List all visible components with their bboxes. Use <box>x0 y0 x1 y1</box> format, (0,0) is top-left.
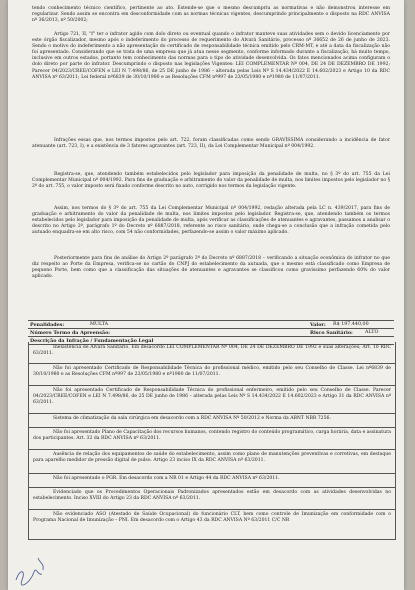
apreensao-row <box>28 329 394 337</box>
descricao-label: Descrição da Infração / Fundamentação Legal <box>30 337 154 344</box>
infraction-text: Não foi apresentado Certificado de Responsabilidade Técnica do profissional enfermeiro, emitido pelo seu Conselho de Classe. Parecer 04/2023/CREE/COFEN e LEI N 7.498/86, de 25 DE junho de 1986 – alterada pelas Leis Nº S 14.434/2022 E 14.602/2023 e Artigo 31 da RDC ANVISA nº 63/2011. <box>33 388 391 405</box>
infraction-box <box>28 487 396 510</box>
paragraph-intro: tendo conhecimento técnico científico, pertinente ao ato. Estende-se que o mesmo descumpriu as normativas e não demonstrou interesse em regularizar. Sendo assim se encontra em desconformidade com as normas técnicas vigentes, descumprindo principalmente o disposto na RDC ANVISA nº 36/2013, nº 50/2002; <box>32 6 390 24</box>
paragraph-article-721: Artigo 721, II, "f" ter o infrator agido com dolo direto ou eventual quando o infrator manteve suas atividades sem o devido licenciamento por este órgão fiscalizador, mesmo após o indeferimento do processo de requerimento do Alvará Sanitário, processo nº 36652 de 26 de junho de 2023. Sendo o motivo do indeferimento a não apresentação do certificado de responsabilidade técnica emitido pelo CRM-MT, e até a data da fiscalização não foi apresentado. Considerando que se trata de uma empresa que já atua nesse segmento, conforme informado durante a fiscalização, há muito tempo, inclusive em outros estados, portanto tem conhecimento das normas para o tipo de atividade desenvolvida. Os fatos mencionados acima configuram o dolo direto por parte do infrator. Descumprindo o disposto nas legislações Vigentes: LEI COMPLEMENTAR Nº 004, DE 24 DE DEZEMBRO DE 1992; Parecer 04/2023/CREE/COFEN e LEI N 7.498/86, de 25 DE junho de 1986 – alterada pelas Leis Nº S 14.434/2022 E 14.602/2023 e Artigo 10 da RDC ANVISA nº 63/2011; Lei federal nº6839 de 30/10/1980 e as Resoluções CFM nº997 de 23/05/1980 e nº1980 de 11/07/2011. <box>32 32 390 80</box>
paragraph-economic-situation: Posteriormente para fins de análise do Artigo 2º parágrafo 3º do Decreto nº 6887/2018 – verificando a situação econômica do infrator no que diz respeito ao Porte da Empresa, verifica-se no cartão do CNPJ do estabelecimento da autuada, que o mesmo está classificado como Empresa de pequeno Porte, bem como que a classificação das situações de atenuantes e agravantes se classificou como gravíssimo perfazendo 60% do valor aplicado. <box>32 256 390 280</box>
infraction-box <box>28 449 396 474</box>
infraction-text: Evidenciado que os Procedimentos Operacionais Padronizados apresentados estão em desacordo com as atividades desenvolvidas no estabelecimento. Inciso XVIII do Artigo 23 da RDC ANVISA nº 63/2011. <box>33 490 391 501</box>
infraction-text: Inexistência de Alvará Sanitário. Em desacordo LEI COMPLEMENTAR Nº 004, DE 24 DE DEZEMBRO DE 1992 e suas alterações; Art. 10 RDC 63/2011. <box>33 345 391 356</box>
infraction-box <box>28 342 396 364</box>
infraction-text: Não foi apresentado Plano de Capacitação dos recursos humanos, contendo registro do conteúdo programático, carga horária, data e assinatura dos participantes. Art. 32 da RDC ANVISA nº 63/2011. <box>33 430 392 441</box>
valor-label: Valor: <box>310 321 326 328</box>
paragraph-classification: Infrações essas que, nos termos impostos pelo art. 722, foram classificadas como sendo GRAVÍSSIMA considerando a incidência de fator atenuante (art. 723, I), e a existência de 3 fatores agravantes (art. 723, II), da Lei Complementar Municipal nº 004/1992. <box>32 138 390 150</box>
penalty-row <box>28 320 394 329</box>
infraction-box <box>28 427 396 450</box>
infraction-text: Não foi apresentado Certificado de Responsabilidade Técnica do profissional médico, emitido pelo seu Conselho de Classe. Lei nº6839 de 30/10/1980 e as Resoluções CFM nº997 de 23/05/1980 e nº1980 de 11/07/2011. <box>33 366 391 377</box>
paragraph-risk-analysis: Assim, nos termos do § 3º do art. 755 da Lei Complementar Municipal nº 004/1992, redação alterada pela LC n. 439/2017, para fins de graduação e arbitramento do valor da penalidade de multa, nos limites impostos pelo legislador. Registra-se, que, atendendo também os termos estabelecidos pelo legislador para imposição da penalidade de multa, após verificar as classificações de atenuantes e agravantes, passamos a analisar o descrito no Artigo 2º, parágrafo 1º do Decreto nº 6887/2018, referente ao risco sanitário, onde chega-se a conclusão que a infração cometida pelo autuado enquadra-se em alto risco, com 54 não conformidades, perfazendo-se assim o valor máximo aplicado. <box>32 206 390 236</box>
infraction-text: Não evidenciado ASO (Atestado de Saúde Ocupacional) do funcionário CLT, bem como controle de Imunização em conformidade com o Programa Nacional de Imunização – PNI. Em desacordo com o Artigo 43 da RDC ANVISA Nº 63/2011 C/C NR <box>33 512 391 523</box>
penalidades-value: MULTA <box>90 321 109 327</box>
infraction-box <box>28 473 396 488</box>
infraction-text: Não foi apresentado o PGR. Em desacordo com a NR 01 e Artigo 44 da RDC ANVISA nº 63/2011. <box>53 476 280 481</box>
handwritten-signature-icon <box>8 540 68 590</box>
infraction-box <box>28 385 396 414</box>
infraction-box <box>28 413 396 428</box>
infraction-box <box>28 363 396 386</box>
paragraph-penalty-graduation: Registra-se, que, atendendo também estabelecidos pelo legislador para imposição da penalidade de multa, no § 3º do art. 755 da Lei Complementar Municipal nº 004/1992. Para fins de graduação e arbitramento do valor da penalidade de multa, nos limites impostos pelo legislador no § 2º do art. 755, o valor imposto será fixado conforme descrito no auto, corrigido nos termos da legislação vigente. <box>32 172 390 190</box>
infraction-text: Ausência de relação dos equipamentos de saúde do estabelecimento, assim como plano de manutenções preventivas e corretivas, em destaque para aparelho medidor de pressão digital de pulso. Artigo 23 inciso IX da RDC ANVISA nº 63/2011. <box>33 452 391 463</box>
infraction-box <box>28 509 396 540</box>
penalidades-label: Penalidades: <box>30 321 65 328</box>
risco-label: Risco Sanitário: <box>310 329 353 336</box>
infraction-text: Sistema de climatização da sala cirúrgica em desacordo com a RDC ANVISA Nº 50/2012 e Norma da ABNT NBR 7256. <box>53 416 331 421</box>
risco-value: ALTO <box>365 329 379 335</box>
document-page <box>8 0 404 590</box>
valor-value: R$ 197.440,00 <box>333 321 369 327</box>
numero-termo-label: Número Termo da Apreensão: <box>30 329 111 336</box>
